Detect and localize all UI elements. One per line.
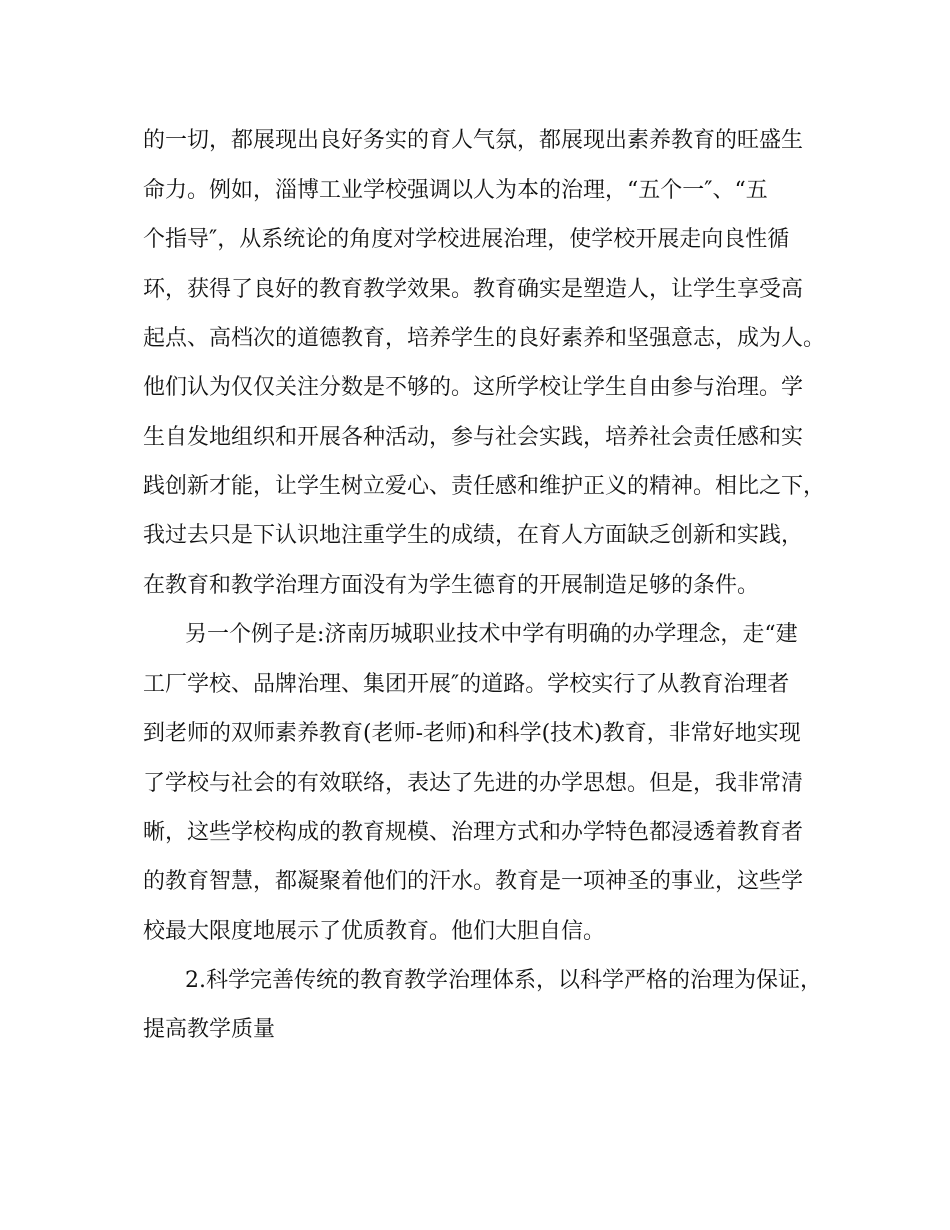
text-line: 晰，这些学校构成的教育规模、治理方式和办学特色都浸透着教育者: [143, 820, 804, 845]
text-line: 个指导″，从系统论的角度对学校进展治理，使学校开展走向良性循: [143, 227, 790, 252]
text-line: 他们认为仅仅关注分数是不够的。这所学校让学生自由参与治理。学: [143, 375, 804, 400]
text-line: 2.科学完善传统的教育教学治理体系，以科学严格的治理为保证，: [185, 968, 822, 993]
text-line: 工厂学校、品牌治理、集团开展″的道路。学校实行了从教育治理者: [143, 672, 790, 697]
text-line: 的教育智慧，都凝聚着他们的汗水。教育是一项神圣的事业，这些学: [143, 869, 804, 894]
text-line: 生自发地组织和开展各种活动，参与社会实践，培养社会责任感和实: [143, 425, 804, 450]
text-line: 我过去只是下认识地注重学生的成绩，在育人方面缺乏创新和实践，: [143, 523, 804, 548]
text-line: 校最大限度地展示了优质教育。他们大胆自信。: [143, 919, 606, 944]
text-line: 了学校与社会的有效联络，表达了先进的办学思想。但是，我非常清: [143, 771, 804, 796]
text-line: 在教育和教学治理方面没有为学生德育的开展制造足够的条件。: [143, 573, 760, 598]
text-line: 到老师的双师素养教育(老师-老师)和科学(技术)教育，非常好地实现: [143, 721, 801, 746]
text-line: 另一个例子是:济南历城职业技术中学有明确的办学理念，走“建: [185, 622, 798, 647]
text-line: 提高教学质量: [143, 1017, 276, 1042]
text-line: 命力。例如，淄博工业学校强调以人为本的治理，“五个一″、“五: [143, 178, 768, 203]
text-line: 的一切，都展现出良好务实的育人气氛，都展现出素养教育的旺盛生: [143, 128, 804, 153]
text-line: 践创新才能，让学生树立爱心、责任感和维护正义的精神。相比之下，: [143, 474, 826, 499]
text-line: 起点、高档次的道德教育，培养学生的良好素养和坚强意志，成为人。: [143, 326, 826, 351]
text-line: 环，获得了良好的教育教学效果。教育确实是塑造人，让学生享受高: [143, 277, 804, 302]
